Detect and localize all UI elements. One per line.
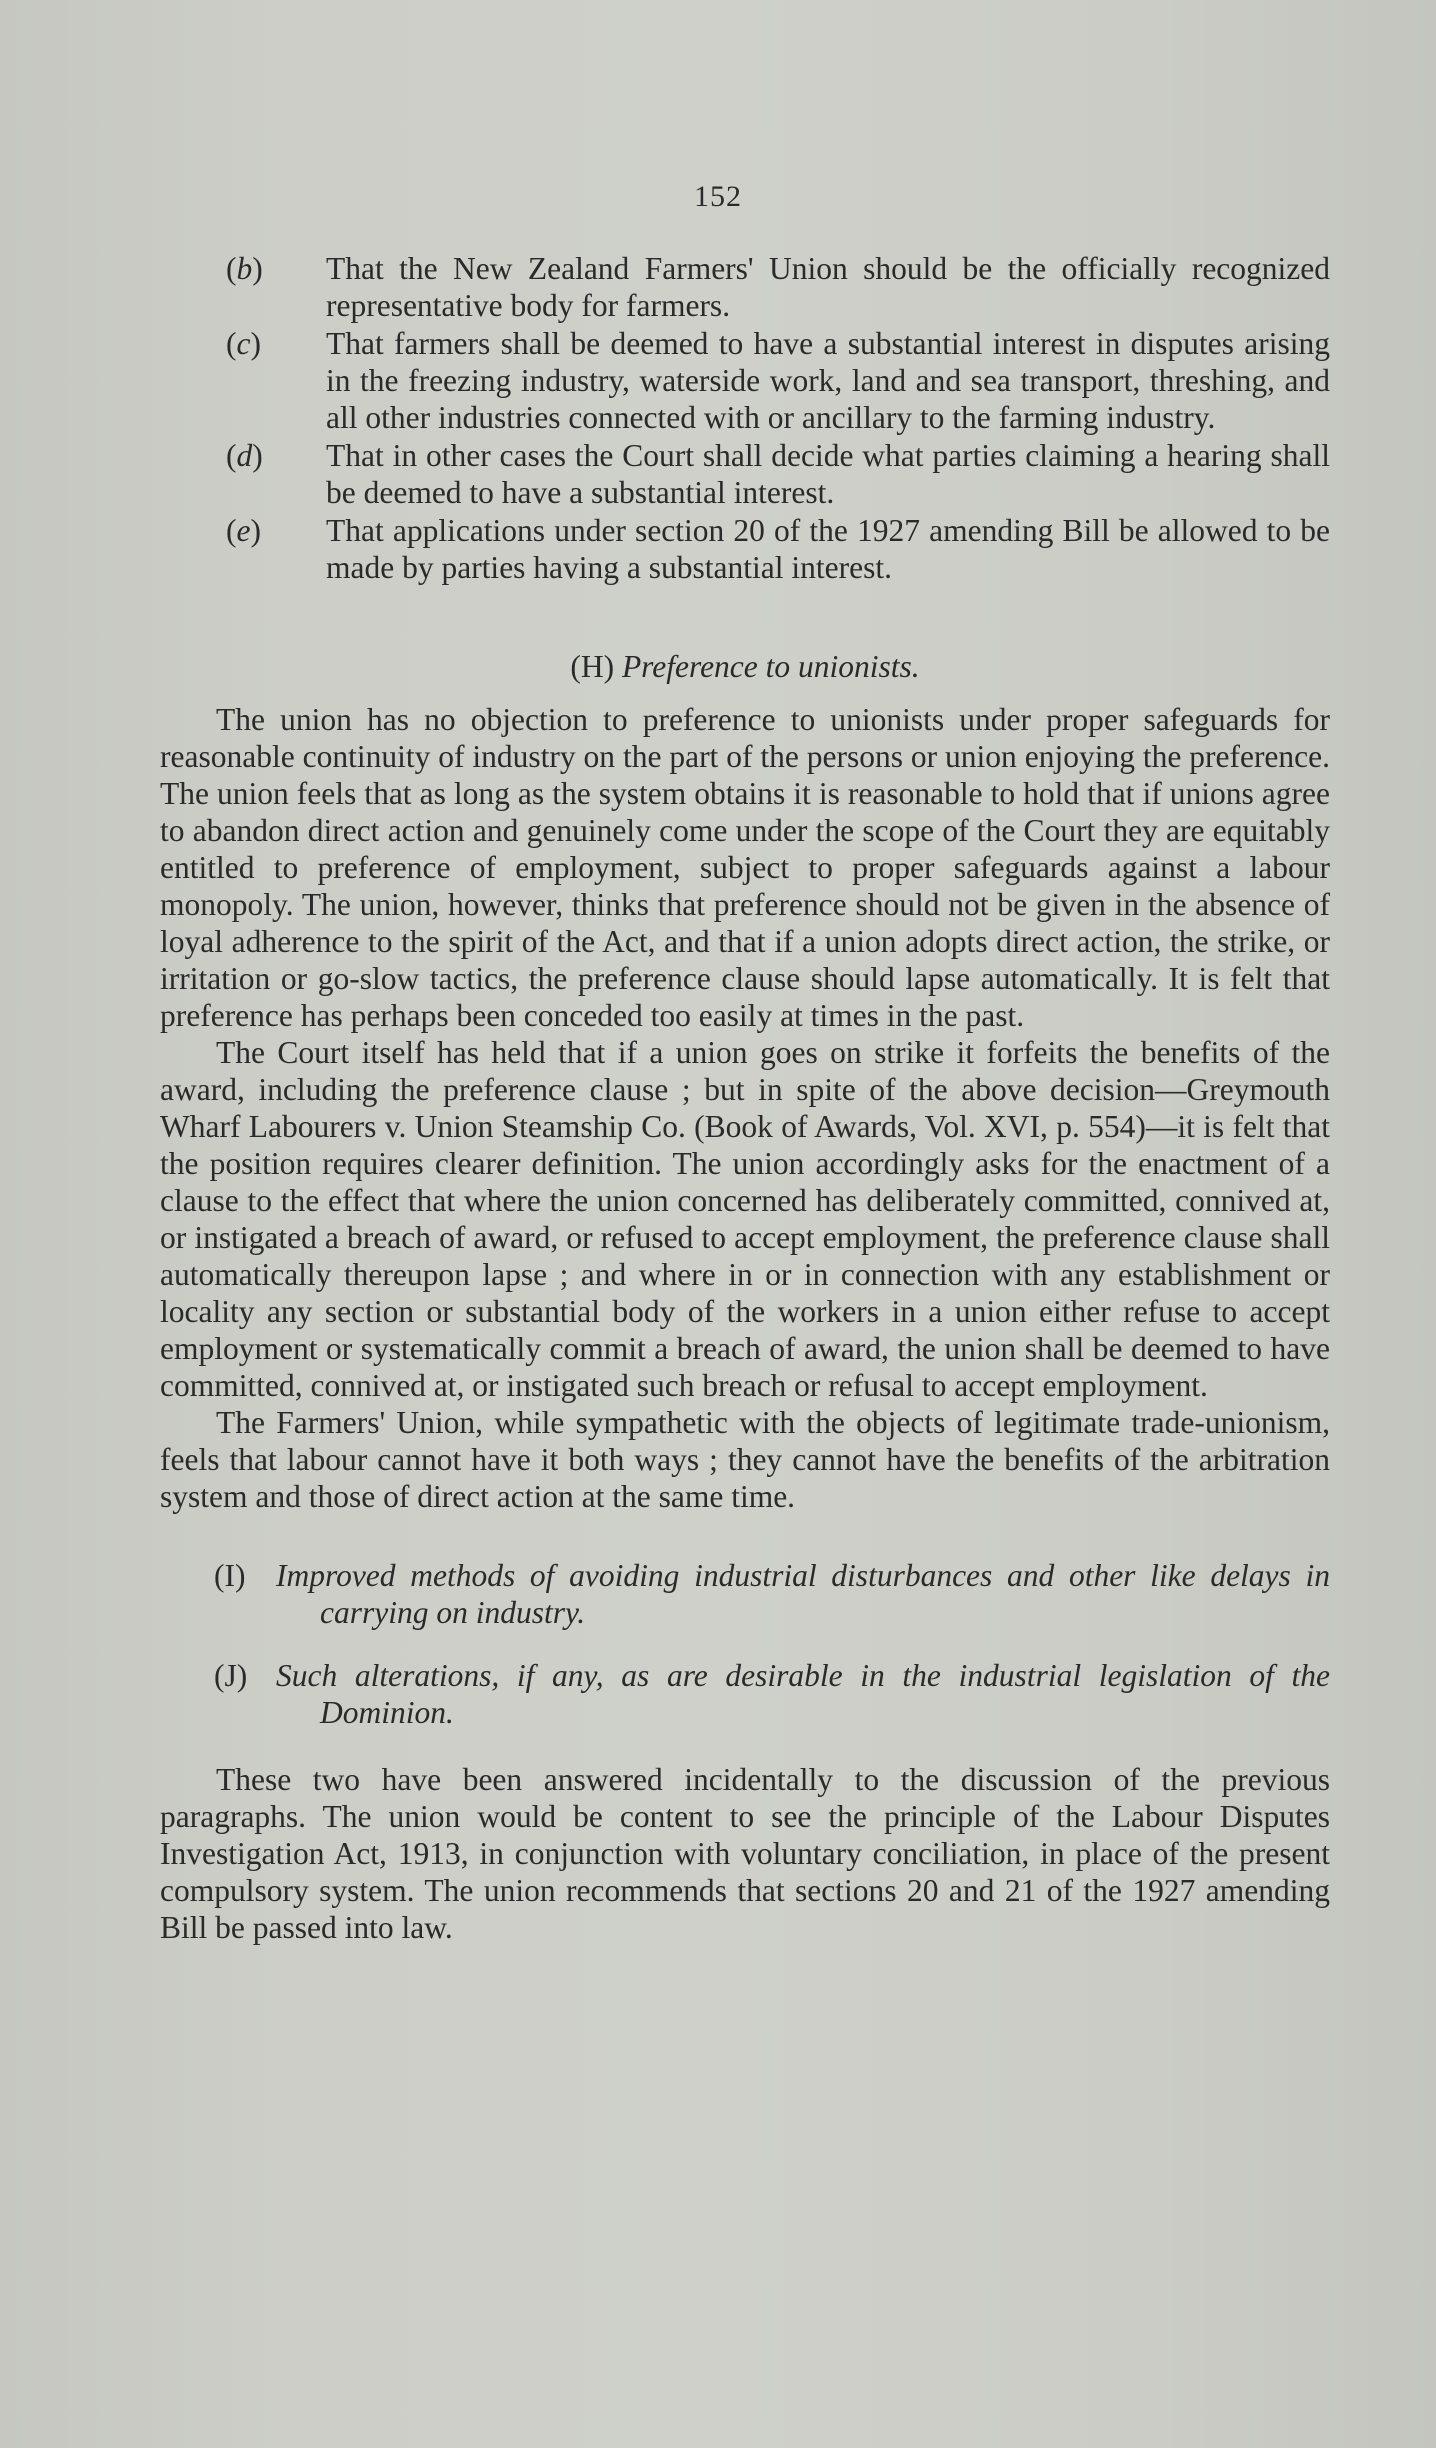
section-letter: (I) bbox=[214, 1558, 246, 1593]
section-title: Preference to unionists. bbox=[621, 649, 920, 684]
page-content bbox=[160, 250, 1330, 1946]
list-marker: (b) bbox=[226, 251, 263, 286]
section-heading-h bbox=[160, 648, 1330, 685]
paragraph-preference-2: The Court itself has held that if a union goes on strike it forfeits the benefits of the award, including the preference clause ; but in spite of the above decision—Greymouth Wharf Labourers v. Union Steamship Co. (Book of Awards, Vol. XVI, p. 554)—it is felt that the position requires clearer definition. The union accordingly asks for the enactment of a clause to the effect that where the union concerned has deliberately committed, connived at, or instigated a breach of award, or refused to accept employment, the preference clause shall automatically thereupon lapse ; and where in or in connection with any establishment or locality any section or substantial body of the workers in a union either refuse to accept employment or systematically commit a breach of award, the union shall be deemed to have committed, connived at, or instigated such breach or refusal to accept employment. bbox=[160, 1035, 1330, 1403]
section-title: Such alterations, if any, as are desirable in the industrial legislation of the Dominion. bbox=[276, 1658, 1330, 1730]
list-marker: (d) bbox=[226, 438, 263, 473]
section-heading-i bbox=[214, 1557, 1330, 1631]
paragraph-preference-3: The Farmers' Union, while sympathetic with the objects of legitimate trade-unionism, feels that labour cannot have it both ways ; they cannot have the benefits of the arbitration system and those of direct action at the same time. bbox=[160, 1405, 1330, 1514]
section-title: Improved methods of avoiding industrial disturbances and other like delays in carrying on industry. bbox=[276, 1558, 1330, 1630]
list-item-c bbox=[226, 325, 1330, 436]
list-item-text: That in other cases the Court shall decide what parties claiming a hearing shall be deemed to have a substantial interest. bbox=[326, 438, 1330, 510]
list-marker: (e) bbox=[226, 513, 261, 548]
list-item-e bbox=[226, 512, 1330, 586]
page-number: 152 bbox=[694, 180, 742, 213]
section-letter: (J) bbox=[214, 1658, 248, 1693]
section-heading-j bbox=[214, 1657, 1330, 1731]
section-letter: (H) bbox=[570, 649, 615, 684]
list-item-text: That farmers shall be deemed to have a substantial interest in disputes arising in the freezing industry, waterside work, land and sea transport, threshing, and all other industries connected with or ancillary to the farming industry. bbox=[326, 326, 1330, 435]
list-item-b bbox=[226, 250, 1330, 324]
list-item-text: That applications under section 20 of the 1927 amending Bill be allowed to be made by parties having a substantial interest. bbox=[326, 513, 1330, 585]
list-item-text: That the New Zealand Farmers' Union should be the officially recognized representative body for farmers. bbox=[326, 251, 1330, 323]
paragraph-preference-1: The union has no objection to preference to unionists under proper safeguards for reasonable continuity of industry on the part of the persons or union enjoying the preference. The union feels that as long as the system obtains it is reasonable to hold that if unions agree to abandon direct action and genuinely come under the scope of the Court they are equitably entitled to preference of employment, subject to proper safeguards against a labour monopoly. The union, however, thinks that preference should not be given in the absence of loyal adherence to the spirit of the Act, and that if a union adopts direct action, the strike, or irritation or go-slow tactics, the preference clause should lapse automatically. It is felt that preference has perhaps been conceded too easily at times in the past. bbox=[160, 702, 1330, 1033]
paragraph-conclusion: These two have been answered incidentally to the discussion of the previous paragraphs. The union would be content to see the principle of the Labour Disputes Investigation Act, 1913, in conjunction with voluntary conciliation, in place of the present compulsory system. The union recommends that sections 20 and 21 of the 1927 amending Bill be passed into law. bbox=[160, 1762, 1330, 1945]
list-item-d bbox=[226, 437, 1330, 511]
list-marker: (c) bbox=[226, 326, 261, 361]
